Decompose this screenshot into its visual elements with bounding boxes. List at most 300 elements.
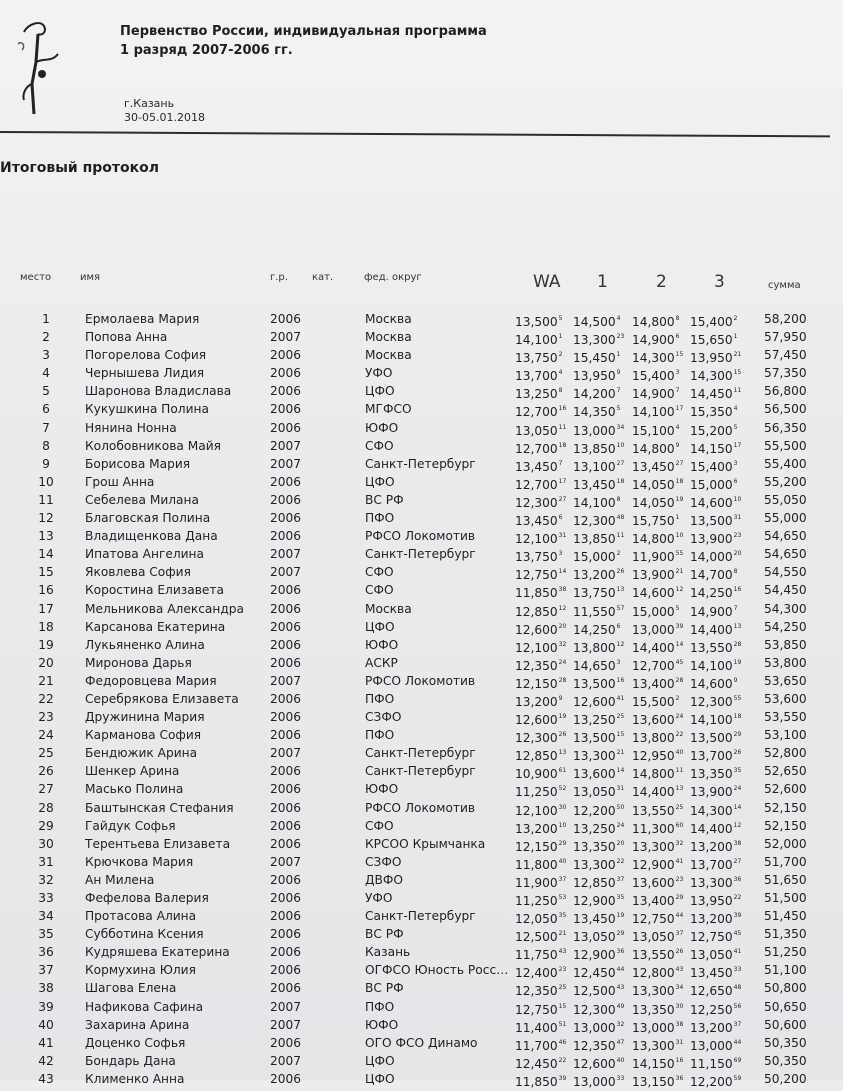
wa-score-value: 12,100 bbox=[515, 532, 558, 547]
total-cell: 53,600 bbox=[764, 691, 807, 706]
place-cell: 4 bbox=[42, 366, 50, 381]
wa-score-value: 11,400 bbox=[515, 1020, 558, 1035]
year-cell: 2007 bbox=[270, 746, 302, 761]
wa-score-value: 12,700 bbox=[515, 441, 558, 456]
s1-score-value: 12,500 bbox=[573, 984, 616, 999]
s3-score-value: 14,700 bbox=[690, 568, 733, 583]
wa-score-value: 11,750 bbox=[515, 948, 558, 963]
district-cell: АСКР bbox=[365, 655, 398, 670]
s3-rank: 9 bbox=[733, 676, 738, 684]
wa-rank: 38 bbox=[558, 586, 567, 594]
wa-rank: 12 bbox=[558, 604, 567, 612]
s1-rank: 29 bbox=[616, 930, 625, 938]
wa-rank: 15 bbox=[558, 1002, 567, 1010]
total-cell: 55,200 bbox=[764, 474, 807, 489]
wa-rank: 5 bbox=[558, 315, 563, 322]
table-row bbox=[0, 1016, 843, 1034]
s3-score-value: 13,350 bbox=[690, 767, 733, 782]
s3-score-value: 13,700 bbox=[690, 857, 733, 872]
wa-rank: 6 bbox=[558, 514, 563, 522]
year-cell: 2007 bbox=[270, 547, 302, 562]
s1-score-value: 13,500 bbox=[573, 676, 616, 691]
s2-rank: 26 bbox=[675, 948, 684, 956]
year-cell: 2006 bbox=[270, 366, 302, 381]
name-cell: Борисова Мария bbox=[85, 456, 191, 471]
s2-rank: 15 bbox=[675, 351, 684, 359]
s3-score-value: 15,200 bbox=[690, 423, 733, 438]
s2-rank: 37 bbox=[675, 930, 684, 938]
s1-rank: 7 bbox=[616, 387, 621, 395]
place-cell: 37 bbox=[38, 963, 54, 978]
name-cell: Миронова Дарья bbox=[85, 655, 192, 670]
district-cell: ВС РФ bbox=[365, 927, 404, 942]
s3-score-value: 13,050 bbox=[690, 948, 733, 963]
s2-rank: 44 bbox=[675, 912, 684, 920]
s3-score-value: 15,350 bbox=[690, 405, 733, 420]
table-row bbox=[0, 473, 843, 491]
total-cell: 51,250 bbox=[764, 945, 807, 960]
place-cell: 35 bbox=[38, 927, 54, 942]
district-cell: ПФО bbox=[365, 999, 395, 1014]
s3-score-value: 13,900 bbox=[690, 532, 733, 547]
district-cell: РФСО Локомотив bbox=[365, 800, 476, 815]
place-cell: 30 bbox=[38, 836, 54, 851]
table-row bbox=[0, 672, 843, 690]
s1-score-value: 12,850 bbox=[573, 875, 616, 890]
s1-score-value: 13,300 bbox=[573, 857, 616, 872]
s2-score-value: 15,750 bbox=[632, 514, 675, 529]
place-cell: 21 bbox=[38, 673, 54, 688]
year-cell: 2007 bbox=[270, 565, 302, 580]
s1-score-value: 14,200 bbox=[573, 387, 616, 402]
wa-score-value: 12,100 bbox=[515, 803, 558, 818]
place-cell: 22 bbox=[38, 691, 54, 706]
name-cell: Погорелова София bbox=[85, 348, 207, 363]
name-cell: Субботина Ксения bbox=[85, 927, 204, 942]
wa-score-value: 12,300 bbox=[515, 495, 558, 510]
s1-score-value: 13,100 bbox=[573, 459, 616, 474]
s3-score-value: 11,150 bbox=[690, 1056, 733, 1071]
year-cell: 2006 bbox=[270, 420, 302, 435]
s2-score-value: 14,100 bbox=[632, 405, 675, 420]
s2-score-value: 14,150 bbox=[632, 1056, 675, 1071]
wa-rank: 8 bbox=[558, 387, 563, 395]
year-cell: 2006 bbox=[270, 764, 302, 779]
wa-score-value: 12,750 bbox=[515, 1002, 558, 1017]
s3-rank: 14 bbox=[733, 803, 742, 811]
s1-score-value: 13,050 bbox=[573, 930, 616, 945]
wa-rank: 22 bbox=[558, 1056, 567, 1064]
s1-rank: 57 bbox=[616, 604, 625, 612]
s3-rank: 2 bbox=[733, 315, 738, 322]
name-cell: Владищенкова Дана bbox=[85, 529, 218, 544]
place-cell: 31 bbox=[38, 854, 54, 869]
total-cell: 57,950 bbox=[764, 330, 807, 345]
s3-rank: 24 bbox=[733, 785, 742, 793]
district-cell: ПФО bbox=[365, 728, 395, 743]
total-cell: 52,150 bbox=[764, 818, 807, 833]
s3-rank: 1 bbox=[733, 333, 738, 341]
table-row bbox=[0, 889, 843, 907]
wa-rank: 7 bbox=[558, 459, 563, 467]
s3-score-value: 14,450 bbox=[690, 387, 733, 402]
place-cell: 18 bbox=[38, 619, 54, 634]
year-cell: 2006 bbox=[270, 402, 302, 417]
s1-score-value: 12,350 bbox=[573, 1038, 616, 1053]
s3-score-value: 13,300 bbox=[690, 875, 733, 890]
year-cell: 2006 bbox=[270, 529, 302, 544]
year-cell: 2006 bbox=[270, 384, 302, 399]
s2-score-value: 13,600 bbox=[632, 875, 675, 890]
wa-score-value: 11,850 bbox=[515, 586, 558, 601]
competition-title-line2: 1 разряд 2007-2006 гг. bbox=[120, 43, 293, 58]
s1-rank: 37 bbox=[616, 875, 625, 883]
s3-score-value: 13,700 bbox=[690, 749, 733, 764]
competition-dates: 30-05.01.2018 bbox=[124, 111, 205, 124]
table-row bbox=[0, 382, 843, 400]
s1-score-value: 13,000 bbox=[573, 1020, 616, 1035]
district-cell: СЗФО bbox=[365, 854, 402, 869]
table-row bbox=[0, 364, 843, 382]
wa-score-value: 12,350 bbox=[515, 658, 558, 673]
s1-score-value: 13,350 bbox=[573, 839, 616, 854]
district-cell: Санкт-Петербург bbox=[365, 456, 476, 471]
wa-score-value: 11,250 bbox=[515, 894, 558, 908]
s3-rank: 45 bbox=[733, 930, 742, 938]
s1-score-value: 13,300 bbox=[573, 749, 616, 764]
district-cell: ЦФО bbox=[365, 384, 395, 399]
name-cell: Захарина Арина bbox=[85, 1017, 190, 1032]
wa-rank: 30 bbox=[558, 803, 567, 811]
year-cell: 2006 bbox=[270, 963, 302, 978]
s2-rank: 8 bbox=[675, 315, 680, 322]
table-row bbox=[0, 400, 843, 418]
place-cell: 10 bbox=[38, 474, 54, 489]
s1-rank: 31 bbox=[616, 785, 625, 793]
s3-score-cell bbox=[690, 1070, 748, 1091]
s1-rank: 43 bbox=[616, 984, 625, 992]
wa-score-value: 13,450 bbox=[515, 459, 558, 474]
wa-rank: 13 bbox=[558, 749, 567, 757]
wa-rank: 25 bbox=[558, 984, 567, 992]
s2-score-value: 13,400 bbox=[632, 894, 675, 908]
wa-rank: 2 bbox=[558, 351, 563, 359]
place-cell: 12 bbox=[38, 511, 54, 526]
total-cell: 54,650 bbox=[764, 529, 807, 544]
district-cell: СФО bbox=[365, 583, 394, 598]
col-category: кат. bbox=[312, 272, 334, 283]
table-row bbox=[0, 563, 843, 581]
s3-rank: 4 bbox=[733, 405, 738, 413]
s2-rank: 60 bbox=[675, 821, 684, 829]
header-divider bbox=[0, 131, 830, 137]
s2-score-value: 12,800 bbox=[632, 966, 675, 981]
name-cell: Мельникова Александра bbox=[85, 601, 244, 616]
s2-rank: 23 bbox=[675, 875, 684, 883]
s1-rank: 44 bbox=[616, 966, 625, 974]
s3-rank: 48 bbox=[733, 984, 742, 992]
s1-score-value: 13,500 bbox=[573, 731, 616, 746]
wa-rank: 46 bbox=[558, 1038, 567, 1046]
total-cell: 51,350 bbox=[764, 927, 807, 942]
s1-rank: 1 bbox=[616, 351, 621, 359]
total-cell: 52,650 bbox=[764, 764, 807, 779]
district-cell: Москва bbox=[365, 601, 412, 616]
name-cell: Доценко Софья bbox=[85, 1035, 186, 1050]
wa-score-value: 12,400 bbox=[515, 966, 558, 981]
district-cell: ЦФО bbox=[365, 619, 395, 634]
place-cell: 7 bbox=[42, 420, 50, 435]
s3-rank: 28 bbox=[733, 640, 742, 648]
col-total: сумма bbox=[768, 280, 801, 291]
s3-score-value: 14,250 bbox=[690, 586, 733, 601]
name-cell: Серебрякова Елизавета bbox=[85, 691, 239, 706]
table-row bbox=[0, 690, 843, 708]
district-cell: СФО bbox=[365, 818, 394, 833]
table-row bbox=[0, 780, 843, 798]
s3-rank: 5 bbox=[733, 423, 738, 431]
s2-score-value: 13,300 bbox=[632, 1038, 675, 1053]
table-row bbox=[0, 1052, 843, 1070]
s3-rank: 7 bbox=[733, 604, 738, 612]
wa-score-value: 13,050 bbox=[515, 423, 558, 438]
name-cell: Кукушкина Полина bbox=[85, 402, 209, 417]
s3-rank: 18 bbox=[733, 713, 742, 721]
wa-rank: 43 bbox=[558, 948, 567, 956]
s3-score-value: 13,450 bbox=[690, 966, 733, 981]
name-cell: Фефелова Валерия bbox=[85, 891, 209, 905]
s2-rank: 55 bbox=[675, 550, 684, 558]
col-wa: WA bbox=[533, 272, 561, 292]
wa-score-value: 12,100 bbox=[515, 640, 558, 655]
wa-rank: 18 bbox=[558, 441, 567, 449]
place-cell: 20 bbox=[38, 655, 54, 670]
wa-score-value: 12,450 bbox=[515, 1056, 558, 1071]
s3-score-value: 14,000 bbox=[690, 550, 733, 565]
s1-score-value: 13,250 bbox=[573, 713, 616, 728]
s1-rank: 27 bbox=[616, 459, 625, 467]
name-cell: Федоровцева Мария bbox=[85, 673, 217, 688]
total-cell: 54,300 bbox=[764, 601, 807, 616]
total-cell: 55,000 bbox=[764, 511, 807, 526]
year-cell: 2006 bbox=[270, 836, 302, 851]
s2-rank: 16 bbox=[675, 1056, 684, 1064]
place-cell: 5 bbox=[42, 384, 50, 399]
district-cell: ЮФО bbox=[365, 420, 399, 435]
s1-rank: 3 bbox=[616, 658, 621, 666]
results-table bbox=[0, 310, 843, 1088]
district-cell: ПФО bbox=[365, 691, 395, 706]
s2-score-value: 12,700 bbox=[632, 658, 675, 673]
wa-score-value: 14,100 bbox=[515, 333, 558, 348]
district-cell: Санкт-Петербург bbox=[365, 547, 476, 562]
wa-rank: 3 bbox=[558, 550, 563, 558]
wa-rank: 29 bbox=[558, 839, 567, 847]
s3-rank: 3 bbox=[733, 459, 738, 467]
wa-score-value: 12,150 bbox=[515, 839, 558, 854]
district-cell: ЮФО bbox=[365, 1017, 399, 1032]
s1-rank: 18 bbox=[616, 477, 625, 485]
s2-rank: 21 bbox=[675, 568, 684, 576]
table-row bbox=[0, 581, 843, 599]
wa-rank: 51 bbox=[558, 1020, 567, 1028]
s1-rank: 40 bbox=[616, 1056, 625, 1064]
total-cell: 54,550 bbox=[764, 565, 807, 580]
place-cell: 39 bbox=[38, 999, 54, 1014]
name-cell: Масько Полина bbox=[85, 782, 184, 797]
s2-rank: 25 bbox=[675, 803, 684, 811]
s2-score-value: 14,900 bbox=[632, 387, 675, 402]
table-row bbox=[0, 871, 843, 889]
s3-rank: 69 bbox=[733, 1056, 742, 1064]
place-cell: 26 bbox=[38, 764, 54, 779]
table-row bbox=[0, 961, 843, 979]
year-cell: 2006 bbox=[270, 655, 302, 670]
s1-score-value: 13,250 bbox=[573, 821, 616, 836]
s1-rank: 6 bbox=[616, 622, 621, 630]
s2-score-value: 13,550 bbox=[632, 948, 675, 963]
total-cell: 55,400 bbox=[764, 456, 807, 471]
s1-rank: 2 bbox=[616, 550, 621, 558]
s1-score-value: 14,250 bbox=[573, 622, 616, 637]
table-row bbox=[0, 618, 843, 636]
table-row bbox=[0, 636, 843, 654]
s2-rank: 18 bbox=[675, 477, 684, 485]
district-cell: Казань bbox=[365, 945, 411, 960]
place-cell: 3 bbox=[42, 348, 50, 363]
total-cell: 50,350 bbox=[764, 1053, 807, 1068]
s3-score-value: 14,400 bbox=[690, 821, 733, 836]
name-cell: Чернышева Лидия bbox=[85, 366, 205, 381]
year-cell: 2006 bbox=[270, 1035, 302, 1050]
wa-score-value: 11,900 bbox=[515, 875, 558, 890]
table-row bbox=[0, 744, 843, 762]
district-cell: МГФСО bbox=[365, 402, 412, 417]
name-cell: Грош Анна bbox=[85, 474, 155, 489]
s3-score-value: 14,300 bbox=[690, 803, 733, 818]
s3-score-value: 14,300 bbox=[690, 369, 733, 384]
s2-score-value: 11,900 bbox=[632, 550, 675, 565]
protocol-title: Итоговый протокол bbox=[0, 160, 160, 176]
total-cell: 54,250 bbox=[764, 619, 807, 634]
s3-rank: 59 bbox=[733, 1074, 742, 1082]
table-row bbox=[0, 328, 843, 346]
s1-score-value: 12,300 bbox=[573, 1002, 616, 1017]
district-cell: СФО bbox=[365, 438, 394, 453]
district-cell: УФО bbox=[365, 891, 393, 905]
wa-rank: 52 bbox=[558, 785, 567, 793]
s3-score-value: 13,500 bbox=[690, 731, 733, 746]
s2-rank: 2 bbox=[675, 694, 680, 702]
s1-score-value: 13,300 bbox=[573, 333, 616, 348]
s1-score-value: 11,550 bbox=[573, 604, 616, 619]
table-row bbox=[0, 1034, 843, 1052]
s2-rank: 6 bbox=[675, 333, 680, 341]
s2-score-value: 13,000 bbox=[632, 622, 675, 637]
district-cell: ЦФО bbox=[365, 474, 395, 489]
place-cell: 14 bbox=[38, 547, 54, 562]
s2-rank: 4 bbox=[675, 423, 680, 431]
table-row bbox=[0, 817, 843, 835]
s3-score-value: 13,550 bbox=[690, 640, 733, 655]
s3-rank: 38 bbox=[733, 839, 742, 847]
year-cell: 2007 bbox=[270, 1053, 302, 1068]
wa-score-value: 12,600 bbox=[515, 622, 558, 637]
s3-rank: 23 bbox=[733, 532, 742, 540]
s1-rank: 10 bbox=[616, 441, 625, 449]
total-cell: 55,500 bbox=[764, 438, 807, 453]
table-row bbox=[0, 998, 843, 1016]
s1-score-value: 13,600 bbox=[573, 767, 616, 782]
place-cell: 19 bbox=[38, 637, 54, 652]
table-row bbox=[0, 310, 843, 328]
year-cell: 2006 bbox=[270, 583, 302, 598]
s2-rank: 17 bbox=[675, 405, 684, 413]
s2-rank: 5 bbox=[675, 604, 680, 612]
total-cell: 53,800 bbox=[764, 655, 807, 670]
s2-rank: 19 bbox=[675, 495, 684, 503]
s1-rank: 21 bbox=[616, 749, 625, 757]
s2-score-value: 14,800 bbox=[632, 532, 675, 547]
s1-score-cell bbox=[573, 1070, 631, 1091]
s2-rank: 30 bbox=[675, 1002, 684, 1010]
s2-score-value: 13,300 bbox=[632, 984, 675, 999]
s2-score-value: 12,900 bbox=[632, 857, 675, 872]
place-cell: 32 bbox=[38, 872, 54, 887]
s1-score-value: 13,950 bbox=[573, 369, 616, 384]
wa-score-value: 11,800 bbox=[515, 857, 558, 872]
name-cell: Нянина Нонна bbox=[85, 420, 177, 435]
wa-rank: 61 bbox=[558, 767, 567, 775]
s2-rank: 45 bbox=[675, 658, 684, 666]
s1-rank: 49 bbox=[616, 1002, 625, 1010]
s2-rank: 36 bbox=[675, 1074, 684, 1082]
district-cell: КРСОО Крымчанка bbox=[365, 836, 486, 851]
district-cell: Москва bbox=[365, 312, 412, 326]
total-cell: 50,350 bbox=[764, 1035, 807, 1050]
s2-rank: 34 bbox=[675, 984, 684, 992]
total-cell: 57,450 bbox=[764, 348, 807, 363]
wa-rank: 39 bbox=[558, 1074, 567, 1082]
table-row bbox=[0, 437, 843, 455]
table-row bbox=[0, 527, 843, 545]
competition-title bbox=[120, 22, 487, 60]
s2-score-value: 15,400 bbox=[632, 369, 675, 384]
year-cell: 2006 bbox=[270, 492, 302, 507]
s2-rank: 29 bbox=[675, 894, 684, 901]
table-row bbox=[0, 600, 843, 618]
district-cell: Москва bbox=[365, 330, 412, 345]
place-cell: 24 bbox=[38, 728, 54, 743]
place-cell: 27 bbox=[38, 782, 54, 797]
place-cell: 11 bbox=[38, 492, 54, 507]
s2-score-value: 14,800 bbox=[632, 441, 675, 456]
s1-rank: 9 bbox=[616, 369, 621, 377]
s3-score-value: 14,100 bbox=[690, 658, 733, 673]
wa-score-value: 12,850 bbox=[515, 604, 558, 619]
wa-rank: 16 bbox=[558, 405, 567, 413]
wa-rank: 37 bbox=[558, 875, 567, 883]
s3-rank: 13 bbox=[733, 622, 742, 630]
s2-rank: 13 bbox=[675, 785, 684, 793]
s3-score-value: 13,950 bbox=[690, 351, 733, 366]
s3-score-value: 15,400 bbox=[690, 459, 733, 474]
name-cell: Яковлева София bbox=[85, 565, 191, 580]
s1-rank: 50 bbox=[616, 803, 625, 811]
total-cell: 50,200 bbox=[764, 1071, 807, 1086]
s1-rank: 33 bbox=[616, 1074, 625, 1082]
total-cell: 51,450 bbox=[764, 909, 807, 924]
